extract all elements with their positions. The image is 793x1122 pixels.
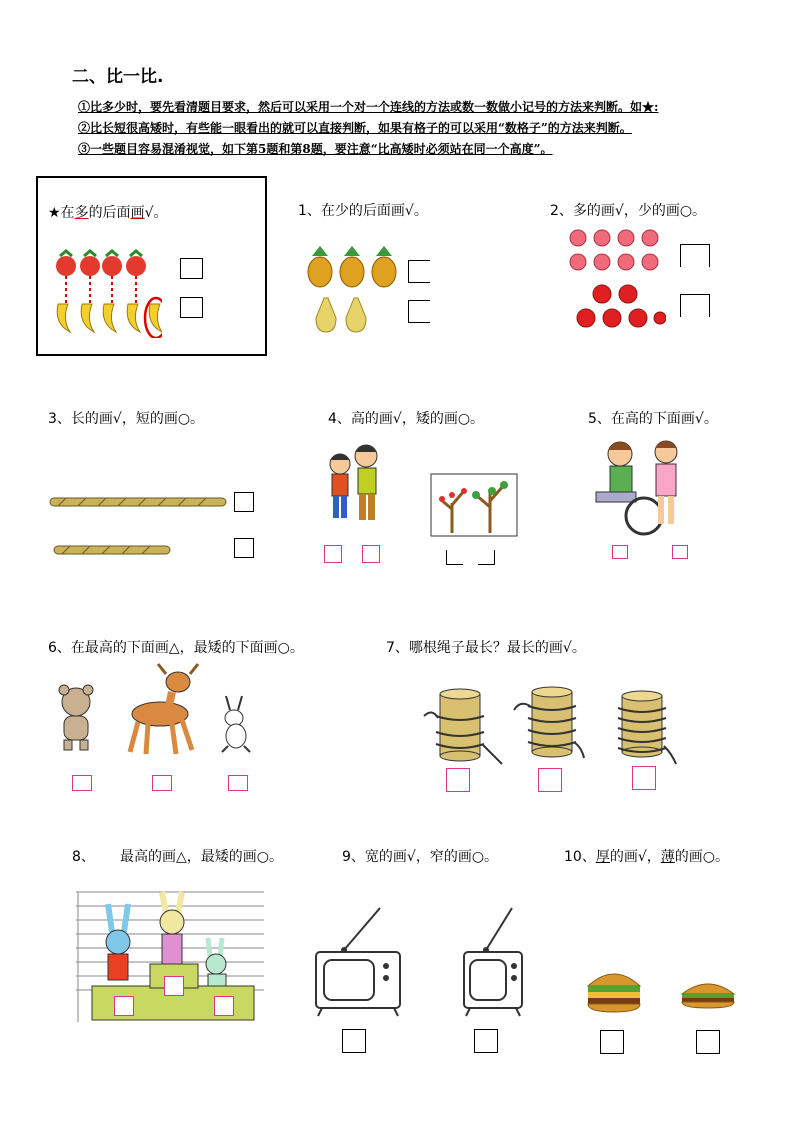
rope-illustration bbox=[48, 494, 230, 558]
answer-box[interactable] bbox=[672, 545, 688, 559]
answer-box[interactable] bbox=[446, 550, 463, 565]
question-10-prefix: 10、 bbox=[564, 849, 596, 865]
question-6: 6、在最高的下面画△，最矮的下面画○。 bbox=[48, 640, 304, 656]
answer-box[interactable] bbox=[180, 258, 203, 279]
answer-box[interactable] bbox=[324, 545, 342, 563]
rabbits-podium-illustration bbox=[76, 888, 266, 1022]
answer-box[interactable] bbox=[680, 244, 710, 267]
question-8: 最高的画△，最矮的画○。 bbox=[120, 849, 283, 865]
example-prefix: ★在 bbox=[48, 205, 75, 221]
note-1: ①比多少时，要先看清题目要求，然后可以采用一个对一个连线的方法或数一数做小记号的方法来判断。如★: bbox=[78, 100, 659, 114]
thin-burger-illustration bbox=[678, 978, 738, 1014]
question-9: 9、宽的画√，窄的画○。 bbox=[342, 849, 499, 865]
answer-box[interactable] bbox=[478, 550, 495, 565]
question-7: 7、哪根绳子最长？最长的画√。 bbox=[386, 640, 586, 656]
question-10-suffix: 的画○。 bbox=[674, 849, 729, 865]
question-2: 2、多的画√，少的画○。 bbox=[550, 203, 707, 219]
answer-box[interactable] bbox=[228, 775, 248, 791]
answer-box[interactable] bbox=[474, 1029, 498, 1053]
wide-tv-illustration bbox=[312, 904, 408, 1020]
wheelchair-wheel bbox=[626, 498, 662, 534]
matching-lines bbox=[66, 276, 136, 306]
answer-box[interactable] bbox=[72, 775, 92, 791]
answer-box[interactable] bbox=[446, 768, 470, 792]
answer-box[interactable] bbox=[234, 538, 254, 558]
answer-box[interactable] bbox=[234, 492, 254, 512]
example-word-more: 多 bbox=[74, 205, 89, 221]
rabbit bbox=[222, 696, 250, 752]
pineapples bbox=[308, 246, 396, 287]
answer-box[interactable] bbox=[408, 300, 430, 323]
question-10 bbox=[564, 846, 729, 866]
cylinder-3 bbox=[618, 691, 676, 764]
peaches bbox=[570, 230, 658, 270]
question-10-word-thin: 薄 bbox=[660, 849, 675, 865]
section-title: 二、比一比. bbox=[72, 67, 164, 87]
cylinder-2 bbox=[514, 687, 584, 758]
answer-box[interactable] bbox=[600, 1030, 624, 1054]
strawberry-banana-illustration bbox=[52, 248, 162, 338]
example-suffix: √。 bbox=[144, 205, 168, 221]
trees-illustration bbox=[430, 473, 518, 537]
example-box bbox=[36, 176, 267, 356]
example-instruction bbox=[48, 202, 167, 222]
strawberries bbox=[56, 251, 146, 276]
pineapple-pear-illustration bbox=[304, 246, 400, 336]
short-rope bbox=[54, 546, 170, 554]
pears bbox=[316, 298, 366, 332]
narrow-tv-illustration bbox=[460, 904, 528, 1020]
deer bbox=[130, 664, 198, 754]
answer-box[interactable] bbox=[342, 1029, 366, 1053]
question-10-mid: 的画√， bbox=[609, 849, 661, 865]
two-boys-illustration bbox=[322, 440, 388, 524]
answer-box[interactable] bbox=[180, 297, 203, 318]
rope-cylinders-illustration bbox=[416, 686, 684, 770]
answer-box[interactable] bbox=[362, 545, 380, 563]
answer-box[interactable] bbox=[114, 996, 134, 1016]
rabbit-middle bbox=[160, 892, 184, 964]
wheelchair-kids-illustration bbox=[592, 436, 696, 540]
question-8-number: 8、 bbox=[72, 849, 95, 865]
answer-box[interactable] bbox=[680, 294, 710, 317]
answer-box[interactable] bbox=[214, 996, 234, 1016]
cylinder-1 bbox=[424, 689, 502, 764]
answer-box[interactable] bbox=[632, 766, 656, 790]
rabbit-left bbox=[106, 904, 130, 980]
apples bbox=[577, 285, 666, 327]
answer-box[interactable] bbox=[696, 1030, 720, 1054]
note-2: ②比长短很高矮时，有些能一眼看出的就可以直接判断，如果有格子的可以采用“数格子”的方法来判断。 bbox=[78, 121, 632, 135]
answer-box[interactable] bbox=[164, 976, 184, 996]
peach-apple-illustration bbox=[566, 226, 666, 330]
example-word-draw: 画 bbox=[130, 205, 145, 221]
answer-box[interactable] bbox=[612, 545, 628, 559]
question-3: 3、长的画√，短的画○。 bbox=[48, 411, 205, 427]
animals-illustration bbox=[48, 662, 270, 758]
rabbit-right bbox=[206, 938, 226, 986]
question-10-word-thick: 厚 bbox=[595, 849, 610, 865]
example-mid: 的后面 bbox=[88, 205, 131, 221]
question-5: 5、在高的下面画√。 bbox=[588, 411, 718, 427]
answer-box[interactable] bbox=[408, 260, 430, 283]
answer-box[interactable] bbox=[152, 775, 172, 791]
answer-box[interactable] bbox=[538, 768, 562, 792]
bear bbox=[59, 685, 93, 750]
note-3: ③一些题目容易混淆视觉，如下第5题和第8题，要注意“比高矮时必须站在同一个高度”。 bbox=[78, 142, 553, 156]
question-4: 4、高的画√，矮的画○。 bbox=[328, 411, 485, 427]
question-1: 1、在少的后面画√。 bbox=[298, 203, 428, 219]
thick-burger-illustration bbox=[584, 966, 644, 1014]
